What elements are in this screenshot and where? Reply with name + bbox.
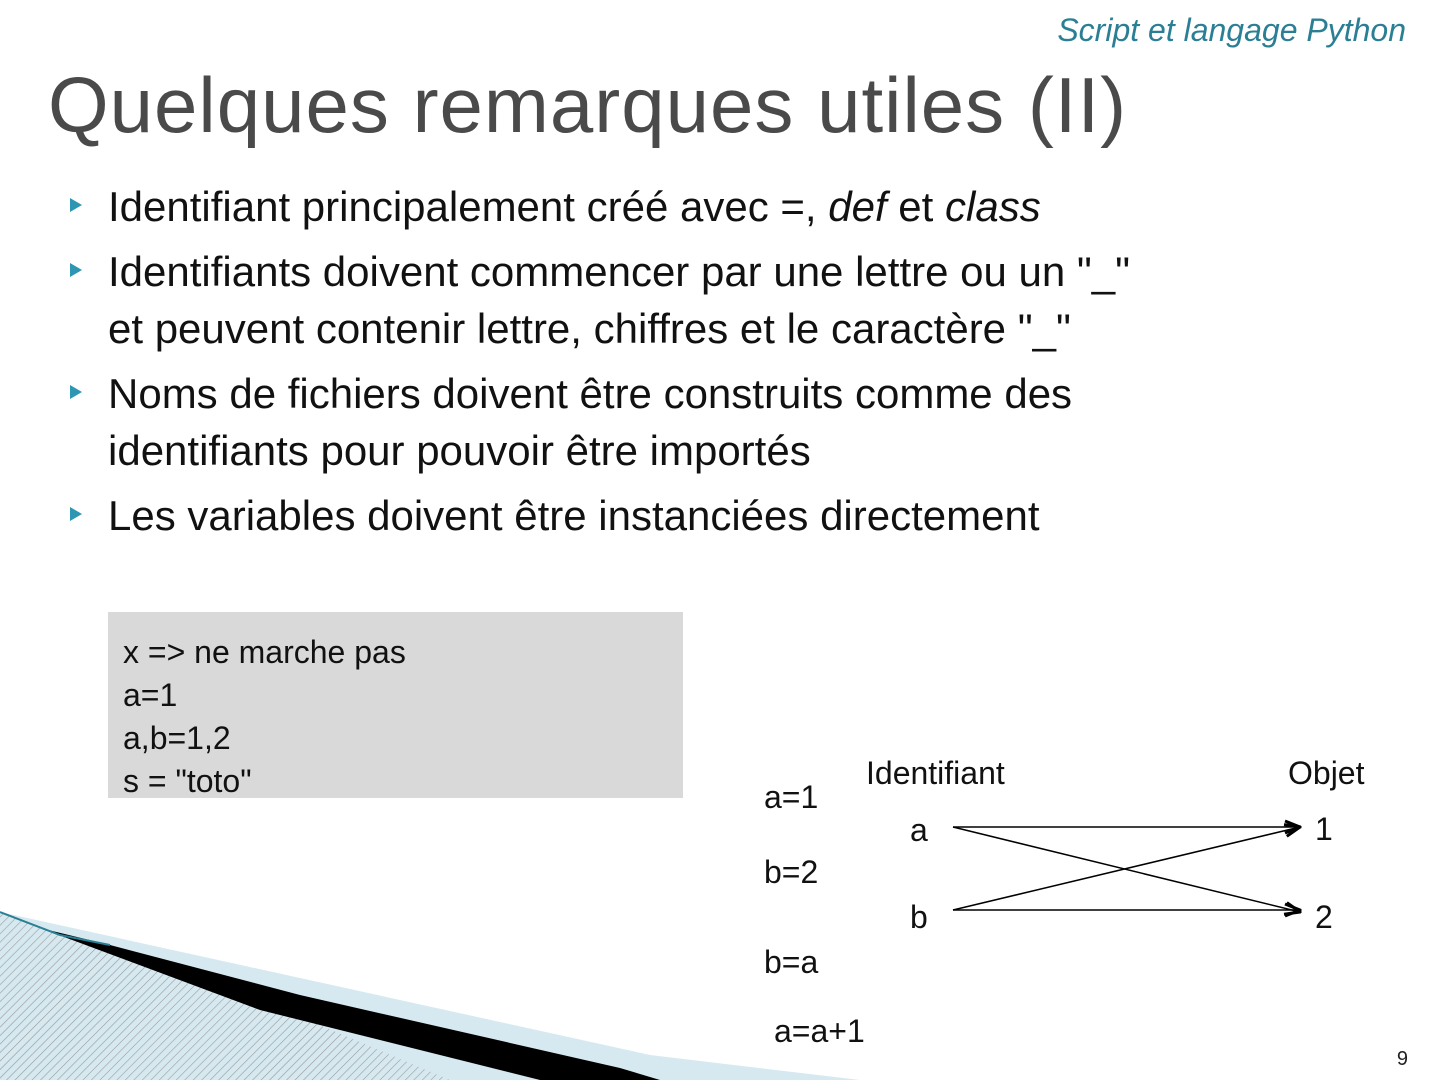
keyword-def: def [828,183,887,230]
code-line: s = "toto" [123,763,252,799]
statement-a-increment: a=a+1 [774,1013,865,1049]
bullet-text: et peuvent contenir lettre, chiffres et le caractère "_" [108,305,1071,352]
code-line: x => ne marche pas [123,634,406,670]
bullet-text: Noms de fichiers doivent être construits comme des [108,370,1073,417]
bullet-text: Identifiant principalement créé avec =, [108,183,829,230]
statement-a1: a=1 [764,779,819,815]
bullet-text: Les variables doivent être instanciées directement [108,492,1040,539]
statement-b-equals-a: b=a [764,944,819,980]
identifier-header: Identifiant [866,755,1005,791]
statement-b2: b=2 [764,854,819,890]
keyword-class: class [945,183,1041,230]
identifier-b: b [910,899,928,935]
bullet-text: identifiants pour pouvoir être importés [108,427,811,474]
page-number: 9 [1396,1048,1408,1070]
presentation-subtitle: Script et langage Python [1057,12,1406,48]
code-line: a,b=1,2 [123,720,231,756]
object-header: Objet [1288,755,1365,791]
bullet-text: et [886,183,945,230]
code-line: a=1 [123,677,178,713]
slide-title: Quelques remarques utiles (II) [48,61,1128,149]
bullet-text: Identifiants doivent commencer par une lettre ou un "_" [108,248,1131,295]
object-2: 2 [1315,899,1333,935]
object-1: 1 [1315,811,1333,847]
identifier-a: a [910,812,928,848]
